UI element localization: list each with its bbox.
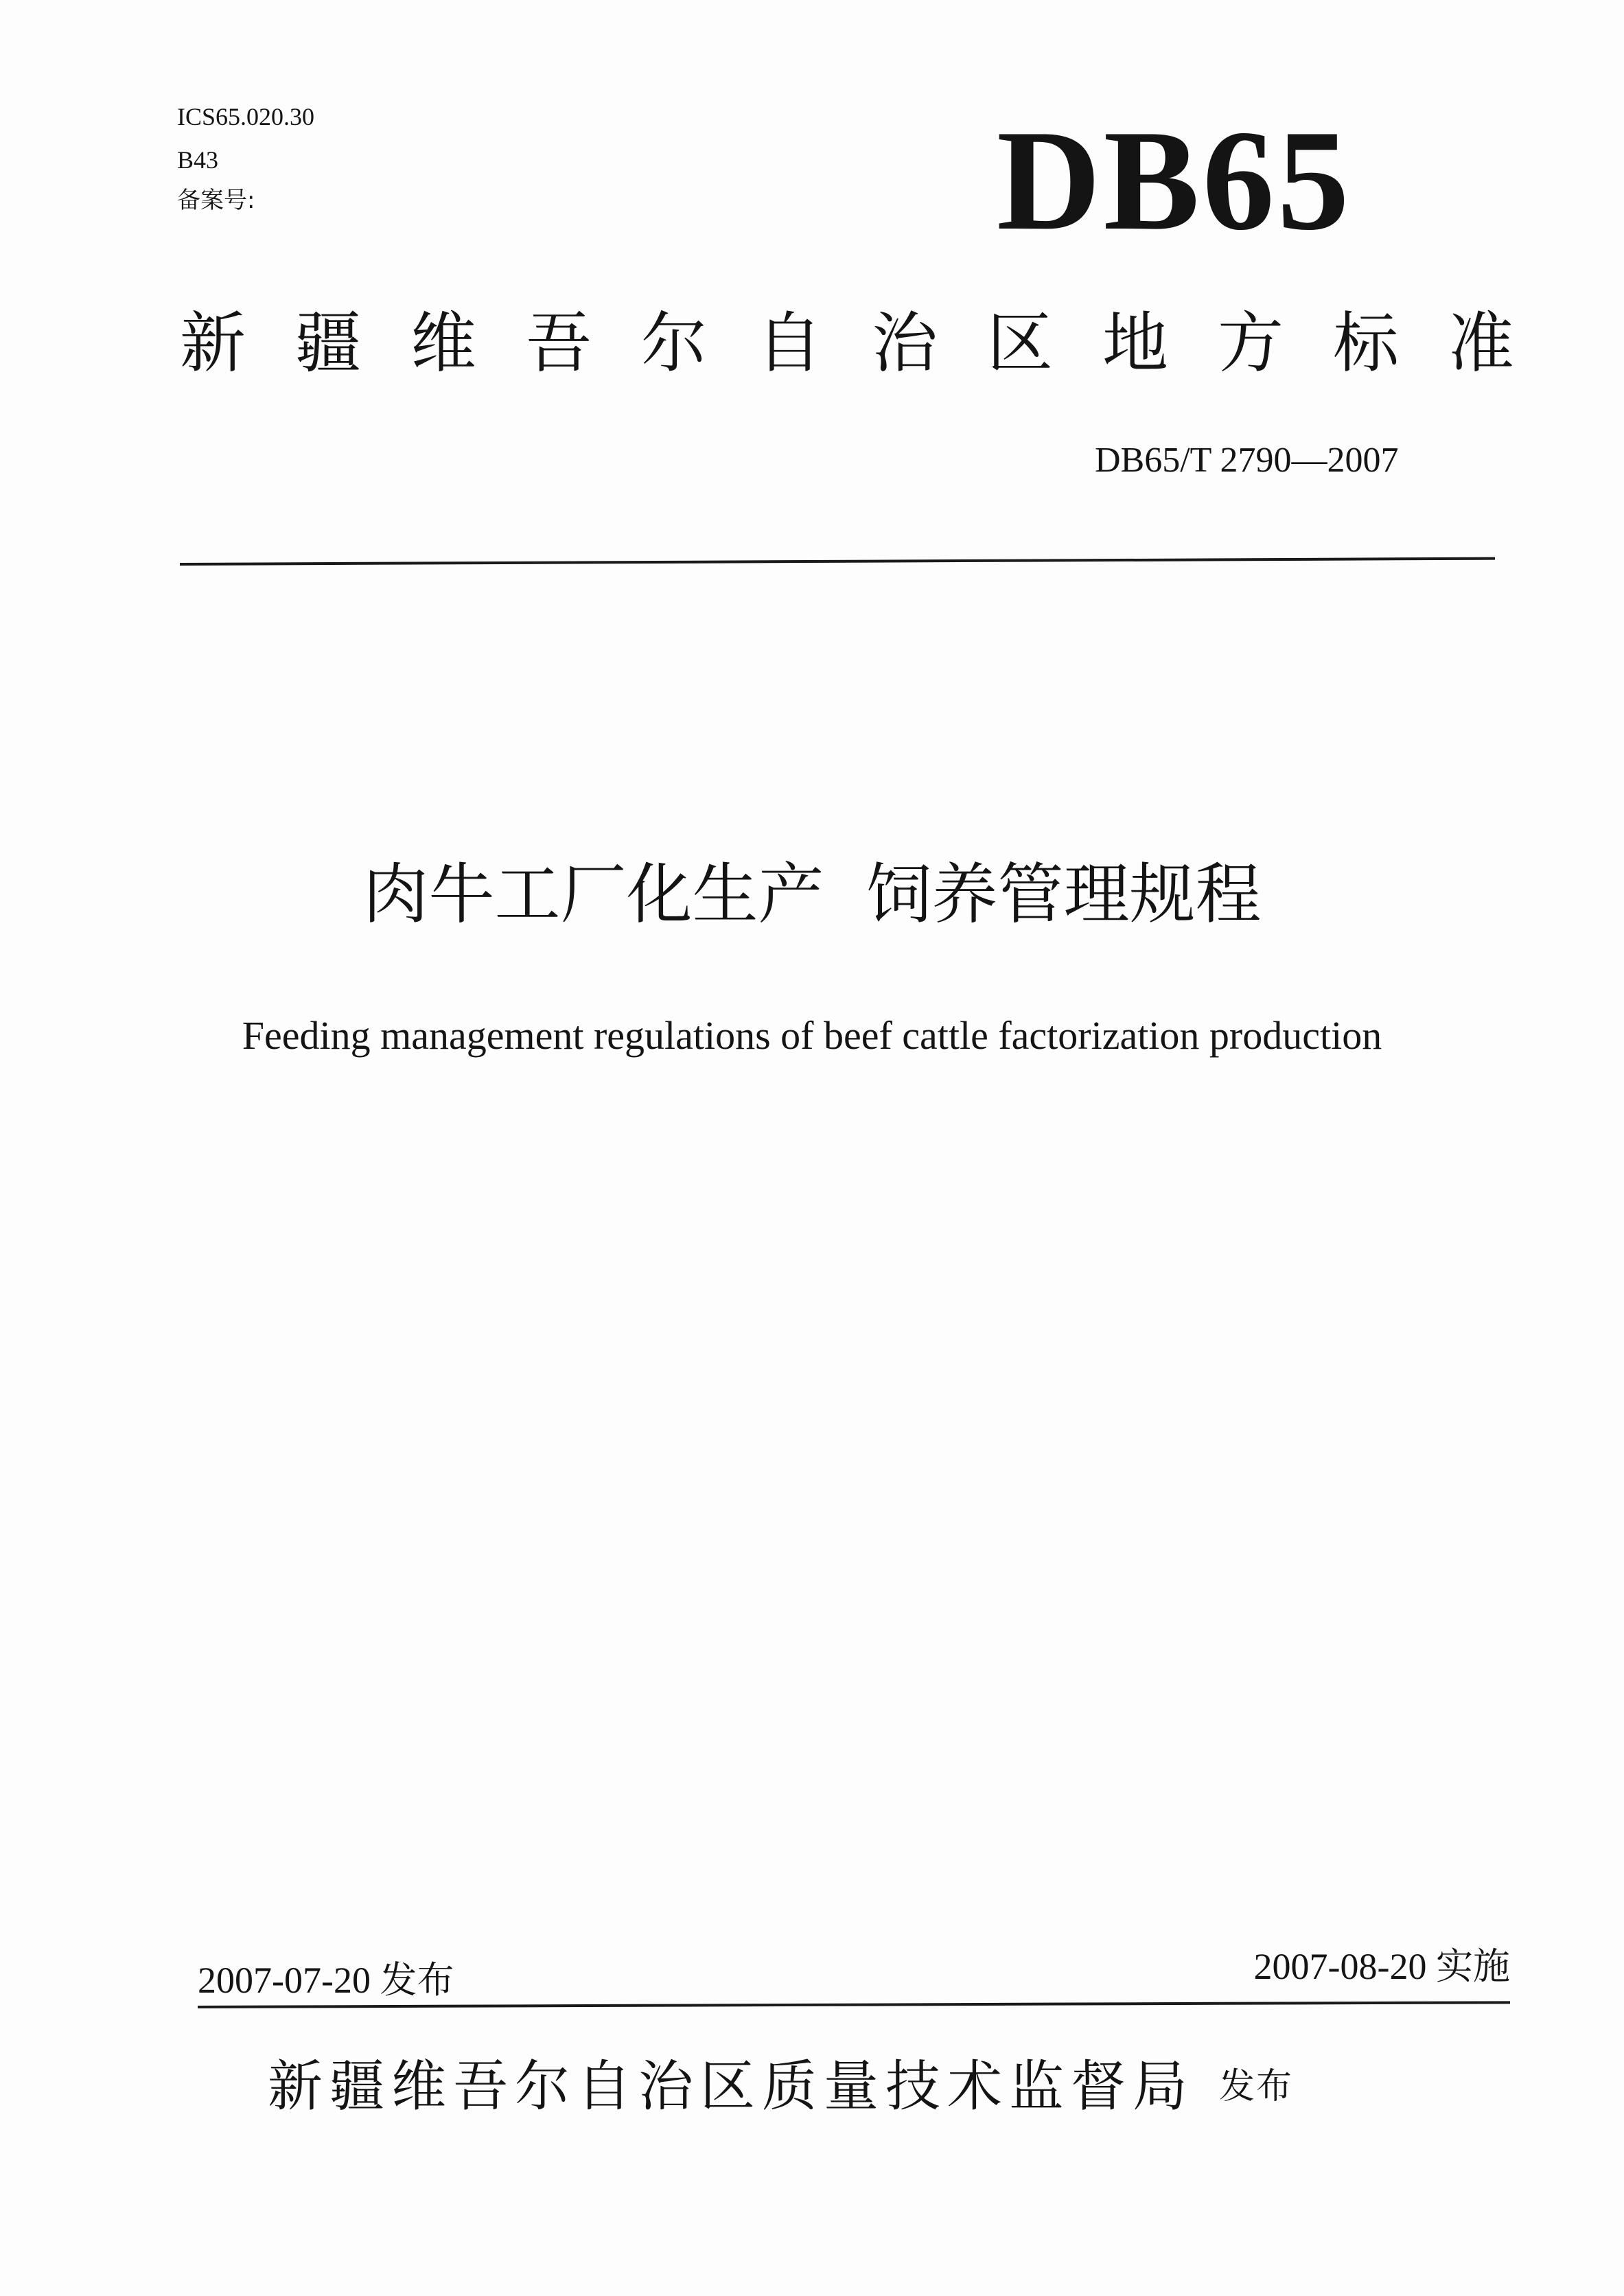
- standard-type-heading: 新疆维吾尔自治区地方标准: [180, 305, 1564, 382]
- document-title-chinese: 肉牛工厂化生产 饲养管理规程: [362, 856, 1262, 933]
- issuing-authority: [268, 2054, 1294, 2118]
- issue-date: 2007-07-20 发布: [198, 1960, 454, 2001]
- ics-code: ICS65.020.30: [177, 103, 315, 130]
- standard-number: DB65/T 2790—2007: [1095, 441, 1399, 480]
- document-title-english: Feeding management regulations of beef cattle factorization production: [242, 1013, 1382, 1058]
- header-divider: [180, 557, 1495, 566]
- filing-number-label: 备案号:: [177, 187, 255, 214]
- classification-code: B43: [177, 146, 219, 174]
- implementation-date: 2007-08-20 实施: [1253, 1946, 1510, 1987]
- standard-logo: DB65: [997, 101, 1352, 260]
- issuer-name: 新疆维吾尔自治区质量技术监督局: [268, 2054, 1194, 2118]
- issuer-suffix: 发布: [1219, 2066, 1294, 2107]
- footer-divider: [198, 2001, 1510, 2008]
